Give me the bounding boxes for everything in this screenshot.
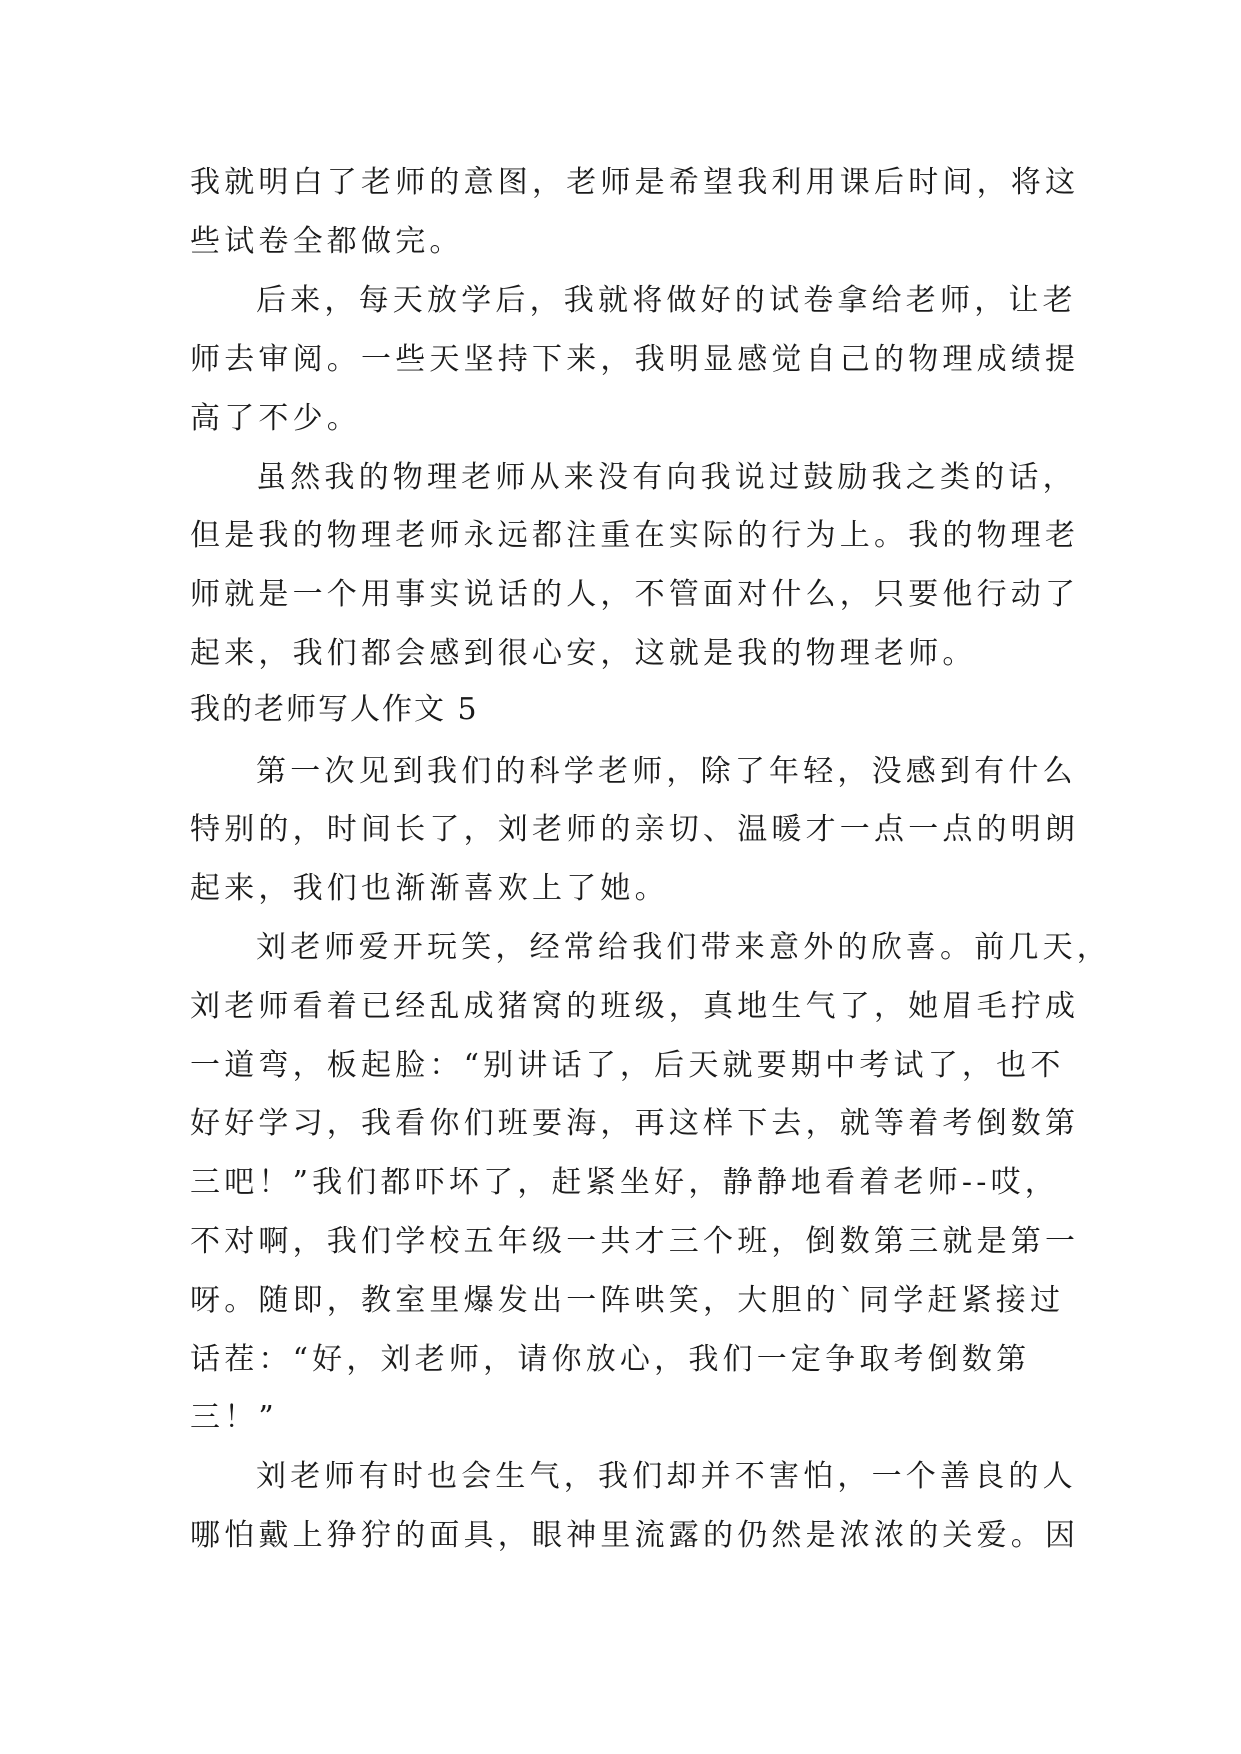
text-line: 话茬：“好，刘老师，请你放心，我们一定争取考倒数第	[190, 1342, 1031, 1377]
paragraph-start: 虽然我的物理老师从来没有向我说过鼓励我之类的话，	[256, 460, 1077, 495]
section-heading: 我的老师写人作文 5	[190, 692, 479, 727]
text-line: 起来，我们也渐渐喜欢上了她。	[190, 871, 669, 906]
text-line: 一道弯，板起脸：“别讲话了，后天就要期中考试了，也不	[190, 1048, 1065, 1083]
text-line: 三吧！”我们都吓坏了，赶紧坐好，静静地看着老师--哎，	[190, 1165, 1060, 1200]
text-line: 三！”	[190, 1400, 278, 1435]
text-line: 师去审阅。一些天坚持下来，我明显感觉自己的物理成绩提	[190, 342, 1080, 377]
text-line: 师就是一个用事实说话的人，不管面对什么，只要他行动了	[190, 577, 1080, 612]
text-line: 刘老师看着已经乱成猪窝的班级，真地生气了，她眉毛拧成	[190, 989, 1080, 1024]
text-line: 不对啊，我们学校五年级一共才三个班，倒数第三就是第一	[190, 1224, 1080, 1259]
paragraph-start: 第一次见到我们的科学老师，除了年轻，没感到有什么	[256, 754, 1077, 789]
text-line: 起来，我们都会感到很心安，这就是我的物理老师。	[190, 636, 977, 671]
paragraph-start: 后来，每天放学后，我就将做好的试卷拿给老师，让老	[256, 283, 1077, 318]
paragraph-start: 刘老师有时也会生气，我们却并不害怕，一个善良的人	[256, 1459, 1077, 1494]
text-line: 些试卷全都做完。	[190, 224, 464, 259]
text-line: 我就明白了老师的意图，老师是希望我利用课后时间，将这	[190, 165, 1080, 200]
paragraph-start: 刘老师爱开玩笑，经常给我们带来意外的欣喜。前几天，	[256, 930, 1111, 965]
text-line: 但是我的物理老师永远都注重在实际的行为上。我的物理老	[190, 518, 1080, 553]
text-line: 好好学习，我看你们班要海，再这样下去，就等着考倒数第	[190, 1106, 1080, 1141]
text-line: 哪怕戴上狰狞的面具，眼神里流露的仍然是浓浓的关爱。因	[190, 1518, 1080, 1553]
text-line: 特别的，时间长了，刘老师的亲切、温暖才一点一点的明朗	[190, 812, 1080, 847]
text-line: 呀。随即，教室里爆发出一阵哄笑，大胆的`同学赶紧接过	[190, 1283, 1065, 1318]
text-line: 高了不少。	[190, 401, 361, 436]
